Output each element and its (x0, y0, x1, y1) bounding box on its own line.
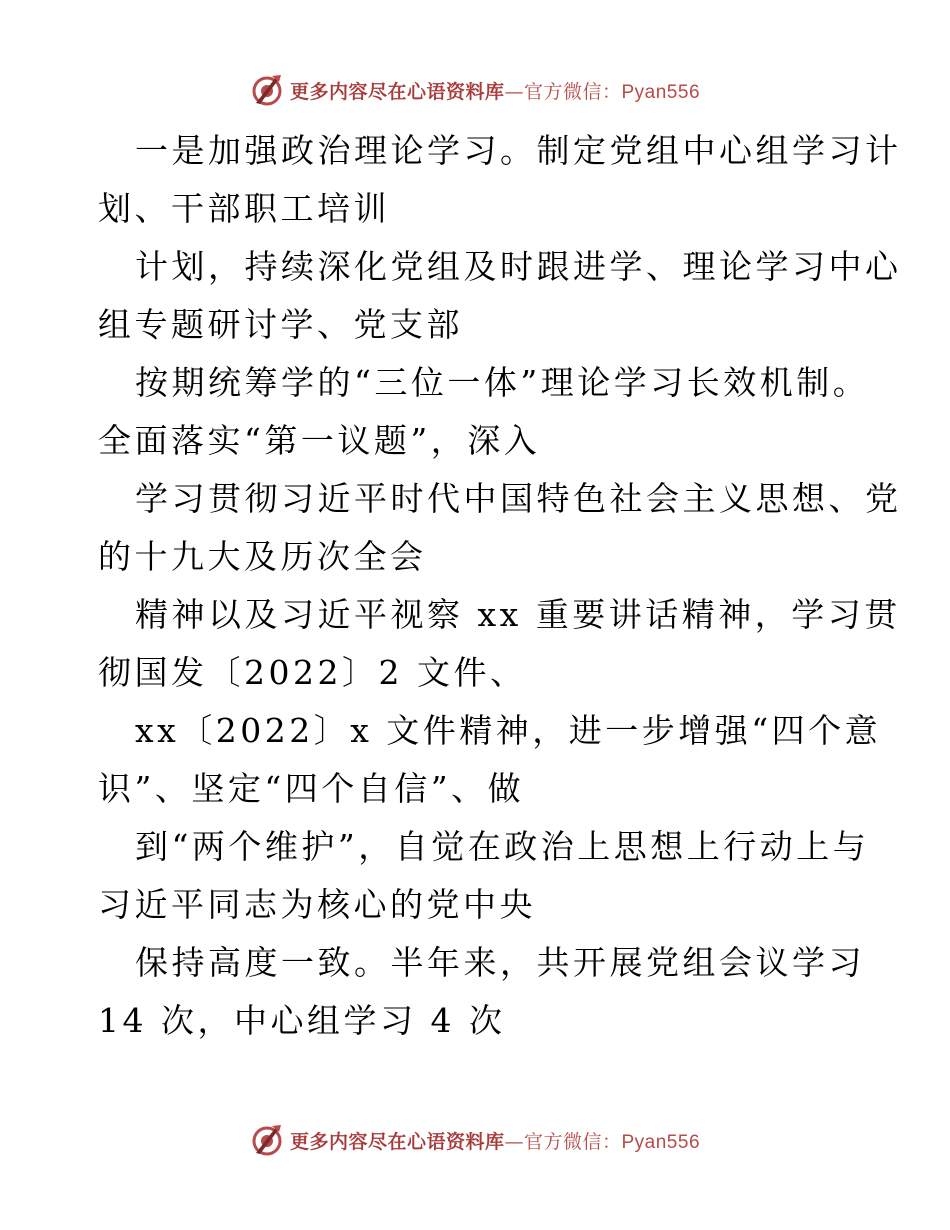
text-line: 保持高度一致。半年来，共开展党组会议学习 (135, 943, 865, 982)
header-banner (0, 70, 950, 110)
text-line: 按期统筹学的“三位一体”理论学习长效机制。 (135, 363, 870, 402)
footer-banner (0, 1120, 950, 1160)
quill-logo-icon (250, 1123, 284, 1157)
text-line: xx〔2022〕x 文件精神，进一步增强“四个意 (135, 711, 882, 750)
document-body (98, 122, 902, 1050)
banner-wechat-id: Pyan556 (621, 1131, 701, 1153)
text-line: 识”、坚定“四个自信”、做 (98, 769, 525, 808)
banner-wechat-label: 官方微信： (523, 80, 622, 103)
text-line: 14 次，中心组学习 4 次 (98, 1001, 506, 1040)
text-line: 习近平同志为核心的党中央 (98, 885, 536, 924)
banner-main-text: 更多内容尽在心语资料库 (289, 80, 505, 103)
text-line: 彻国发〔2022〕2 文件、 (98, 653, 527, 692)
text-line: 一是加强政治理论学习。制定党组中心组学习计 (135, 131, 902, 170)
banner-wechat-id: Pyan556 (621, 81, 701, 103)
text-line: 全面落实“第一议题”，深入 (98, 421, 541, 460)
text-line: 精神以及习近平视察 xx 重要讲话精神，学习贯 (135, 595, 901, 634)
banner-main-text: 更多内容尽在心语资料库 (289, 1130, 505, 1153)
text-line: 组专题研讨学、党支部 (98, 305, 463, 344)
quill-logo-icon (250, 73, 284, 107)
banner-dash: — (504, 1130, 524, 1153)
banner-dash: — (504, 80, 524, 103)
banner-text (290, 77, 700, 104)
text-line: 划、干部职工培训 (98, 189, 390, 228)
banner-text (290, 1127, 700, 1154)
banner-wechat-label: 官方微信： (523, 1130, 622, 1153)
text-line: 的十九大及历次全会 (98, 537, 427, 576)
text-line: 计划，持续深化党组及时跟进学、理论学习中心 (135, 247, 902, 286)
text-line: 到“两个维护”，自觉在政治上思想上行动上与 (135, 827, 870, 866)
text-line: 学习贯彻习近平时代中国特色社会主义思想、党 (135, 479, 902, 518)
